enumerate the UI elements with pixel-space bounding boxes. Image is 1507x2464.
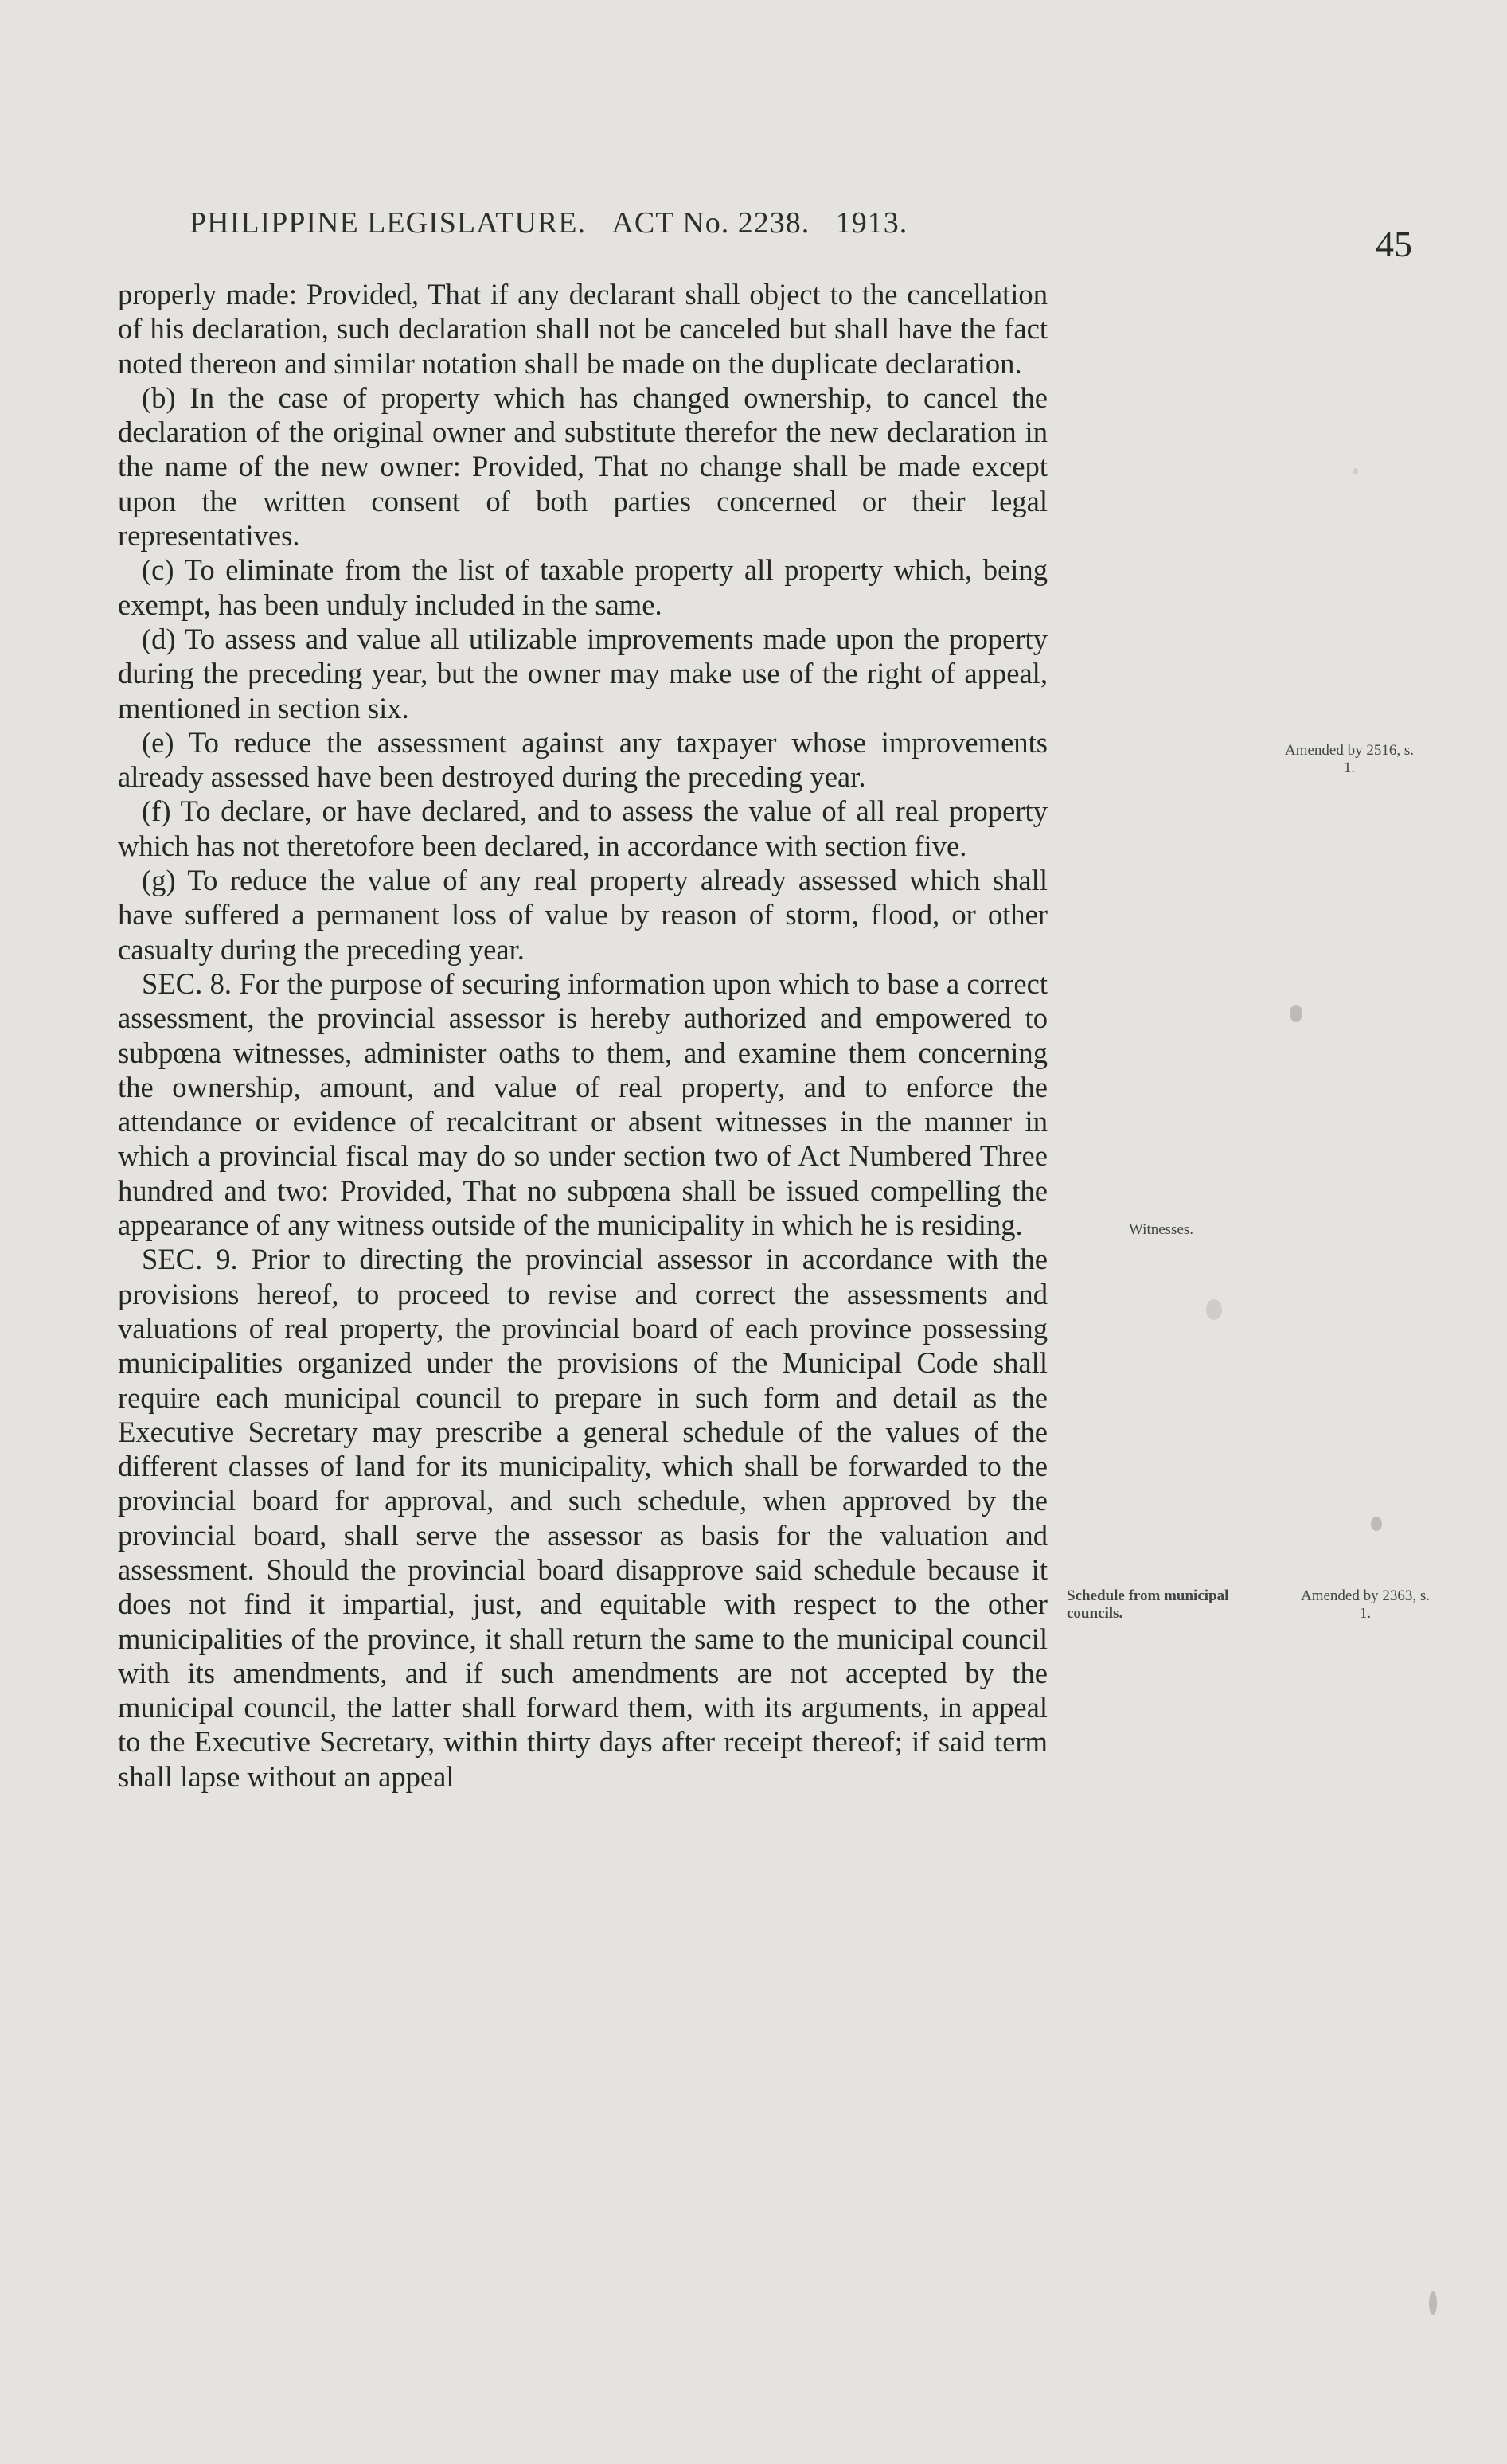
- margin-note-amended-2516: Amended by 2516, s. 1.: [1284, 742, 1414, 776]
- paragraph-c: (c) To eliminate from the list of taxable property all property which, being exempt, has been unduly included in the same.: [118, 553, 1048, 621]
- page-number: 45: [1376, 224, 1412, 264]
- paragraph-f: (f) To declare, or have declared, and to assess the value of all real property which has not theretofore been declared, in accordance with section five.: [118, 795, 1048, 862]
- running-head-act: ACT No. 2238.: [611, 206, 810, 240]
- paragraph-d: (d) To assess and value all utilizable improvements made upon the property during the preceding year, but the owner may make use of the right of appeal, mentioned in section six.: [118, 622, 1048, 724]
- scan-speck: [1353, 468, 1358, 474]
- scan-speck: [1290, 1005, 1302, 1022]
- paragraph-g: (g) To reduce the value of any real property already assessed which shall have suffered a permanent loss of value by reason of storm, flood, or other casualty during the preceding year.: [118, 864, 1048, 966]
- section-9: SEC. 9. Prior to directing the provincial assessor in accordance with the provisions hereof, to proceed to revise and correct the assessments and valuations of real property, the provincial board of each province possessing municipalities organized under the provisions of the Municipal Code shall require each municipal council to prepare in such form and detail as the Executive Secretary may prescribe a general schedule of the values of the different classes of land for its municipality, which shall be forwarded to the provincial board for approval, and such schedule, when approved by the provincial board, shall serve the assessor as basis for the valuation and assessment. Should the provincial board disapprove said schedule because it does not find it impartial, just, and equitable with respect to the other municipalities of the province, it shall return the same to the municipal council with its amendments, and if such amendments are not accepted by the municipal council, the latter shall forward them, with its arguments, in appeal to the Executive Secretary, within thirty days after receipt thereof; if said term shall lapse without an appeal: [118, 1243, 1048, 1793]
- running-head: [189, 205, 908, 240]
- paragraph-e: (e) To reduce the assessment against any taxpayer whose improvements already assessed have been destroyed during the preceding year.: [118, 725, 1048, 794]
- scan-speck: [1429, 2291, 1437, 2315]
- section-8: SEC. 8. For the purpose of securing information upon which to base a correct assessment, the provincial assessor is hereby authorized and empowered to subpœna witnesses, administer oaths to them, and examine them concerning the ownership, amount, and value of real property, and to enforce the attendance or evidence of recalcitrant or absent witnesses in the manner in which a provincial fiscal may do so under section two of Act Numbered Three hundred and two: Provided, That no subpœna shall be issued compelling the appearance of any witness outside of the municipality in which he is residing.: [118, 966, 1048, 1242]
- margin-note-schedule: Schedule from municipal councils.: [1067, 1587, 1229, 1622]
- margin-note-amended-2363: Amended by 2363, s. 1.: [1300, 1587, 1430, 1622]
- scan-speck: [1206, 1299, 1222, 1320]
- running-head-title: PHILIPPINE LEGISLATURE.: [189, 206, 586, 240]
- margin-note-witnesses: Witnesses.: [1129, 1221, 1194, 1238]
- paragraph-b: (b) In the case of property which has changed ownership, to cancel the declaration of the original owner and substitute therefor the new declaration in the name of the new owner: Provided, That no change shall be made except upon the written consent of both parties concerned or their legal representatives.: [118, 381, 1048, 553]
- scan-speck: [1371, 1517, 1382, 1531]
- running-head-year: 1913.: [835, 206, 908, 240]
- body-text: [118, 277, 1048, 1794]
- paragraph-a-continued: properly made: Provided, That if any declarant shall object to the cancellation of his declaration, such declaration shall not be canceled but shall have the fact noted thereon and similar notation shall be made on the duplicate declaration.: [118, 278, 1048, 380]
